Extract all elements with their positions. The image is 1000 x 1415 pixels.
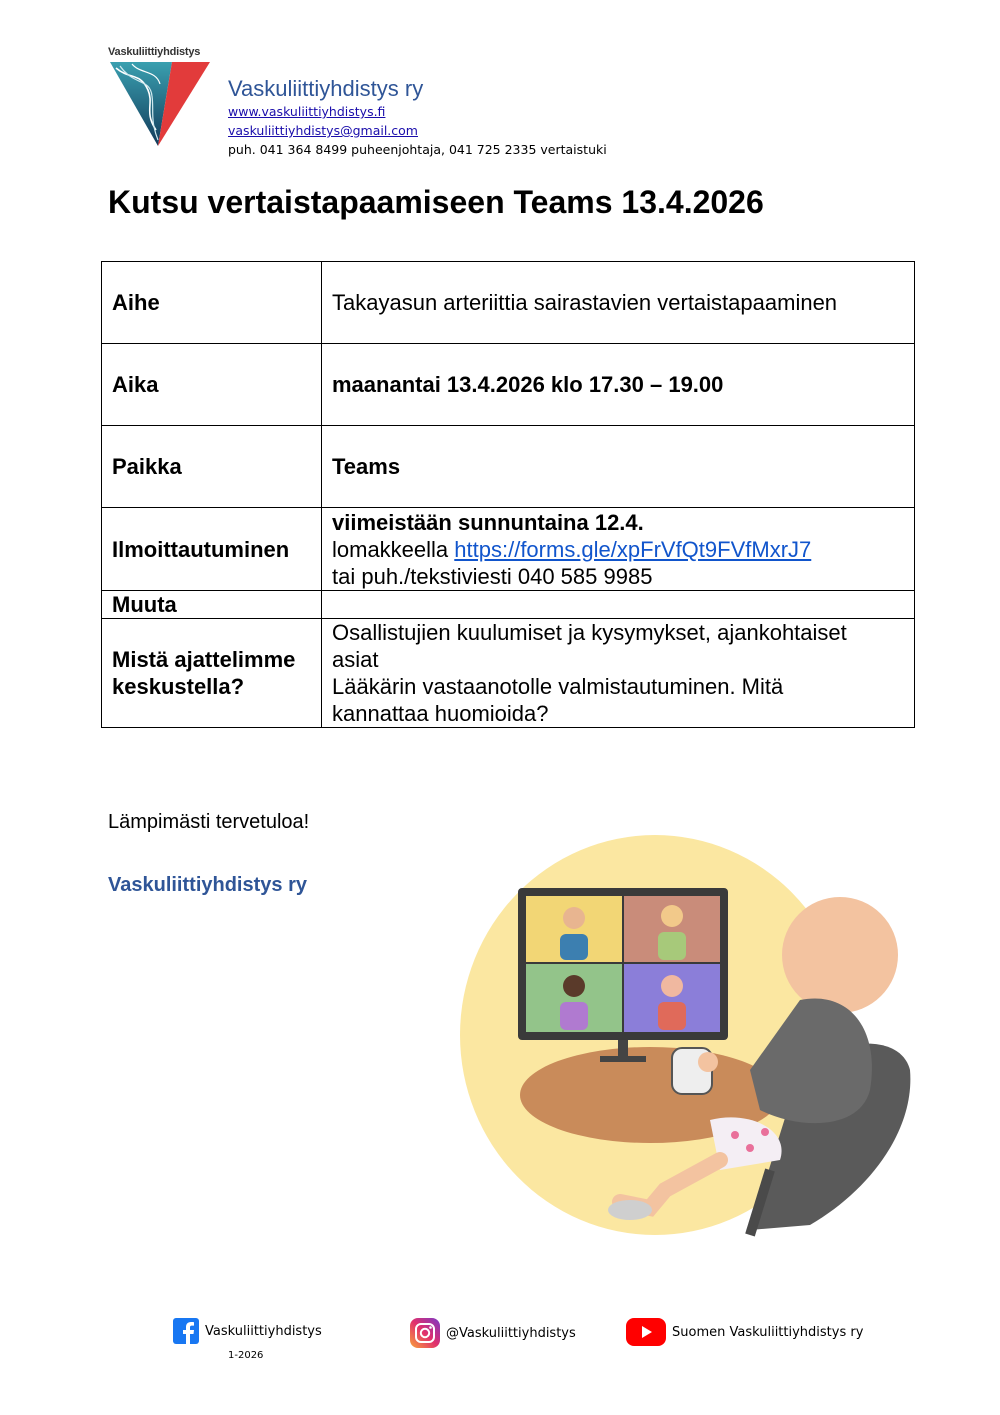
muuta-value: [322, 591, 915, 619]
muuta-label: Muuta: [102, 591, 322, 619]
aihe-label: Aihe: [102, 262, 322, 344]
video-call-illustration: [450, 830, 920, 1250]
ilmoittautuminen-label: Ilmoittautuminen: [102, 508, 322, 591]
paikka-value: Teams: [322, 426, 915, 508]
website-link[interactable]: www.vaskuliittiyhdistys.fi: [228, 104, 386, 119]
mista-label-line1: Mistä ajattelimme: [112, 647, 296, 672]
document-code: 1-2026: [228, 1350, 264, 1361]
mista-line1: Osallistujien kuulumiset ja kysymykset, ajankohtaiset: [332, 620, 847, 645]
monitor-icon: [518, 888, 728, 1062]
aika-label: Aika: [102, 344, 322, 426]
table-row-paikka: [102, 426, 915, 508]
footer-facebook[interactable]: [173, 1318, 322, 1344]
person-hand: [698, 1052, 718, 1072]
footer-instagram[interactable]: [410, 1318, 576, 1348]
info-table: [101, 261, 915, 728]
org-name: Vaskuliittiyhdistys ry: [228, 76, 424, 101]
mista-label-line2: keskustella?: [112, 674, 245, 699]
ilmo-form-line: [332, 536, 914, 563]
welcome-text: Lämpimästi tervetuloa!: [108, 811, 310, 833]
table-row-aihe: [102, 262, 915, 344]
table-row-ilmoittautuminen: [102, 508, 915, 591]
aihe-value: Takayasun arteriittia sairastavien vertaistapaaminen: [322, 262, 915, 344]
youtube-icon: [626, 1318, 666, 1346]
facebook-label: Vaskuliittiyhdistys: [205, 1323, 322, 1339]
facebook-icon: [173, 1318, 199, 1344]
phone-line: puh. 041 364 8499 puheenjohtaja, 041 725 2335 vertaistuki: [228, 142, 607, 157]
instagram-label: @Vaskuliittiyhdistys: [446, 1325, 576, 1341]
logo-mark-icon: [110, 60, 212, 148]
paikka-label: Paikka: [102, 426, 322, 508]
ilmo-phone: tai puh./tekstiviesti 040 585 9985: [332, 563, 653, 589]
table-row-aika: [102, 344, 915, 426]
aika-value: maanantai 13.4.2026 klo 17.30 – 19.00: [322, 344, 915, 426]
table-row-muuta: [102, 591, 915, 619]
person-head: [782, 897, 898, 1013]
mista-value: [322, 619, 915, 728]
youtube-label: Suomen Vaskuliittiyhdistys ry: [672, 1324, 864, 1340]
signature: Vaskuliittiyhdistys ry: [108, 874, 307, 896]
ilmo-deadline: viimeistään sunnuntaina 12.4.: [332, 509, 644, 535]
form-link[interactable]: https://forms.gle/xpFrVfQt9FVfMxrJ7: [454, 536, 812, 562]
logo-text: Vaskuliittiyhdistys: [108, 46, 201, 58]
email-link[interactable]: vaskuliittiyhdistys@gmail.com: [228, 123, 418, 138]
ilmoittautuminen-value: [322, 508, 915, 591]
mista-line3: Lääkärin vastaanotolle valmistautuminen. Mitä: [332, 674, 784, 699]
mista-label: [102, 619, 322, 728]
mista-line4: kannattaa huomioida?: [332, 701, 549, 726]
table-row-mista: [102, 619, 915, 728]
ilmo-form-prefix: lomakkeella: [332, 536, 455, 562]
person-shoe: [608, 1200, 652, 1220]
page-title: Kutsu vertaistapaamiseen Teams 13.4.2026: [108, 184, 764, 220]
mista-line2: asiat: [332, 647, 379, 672]
footer-youtube[interactable]: [626, 1318, 863, 1346]
instagram-icon: [410, 1318, 440, 1348]
